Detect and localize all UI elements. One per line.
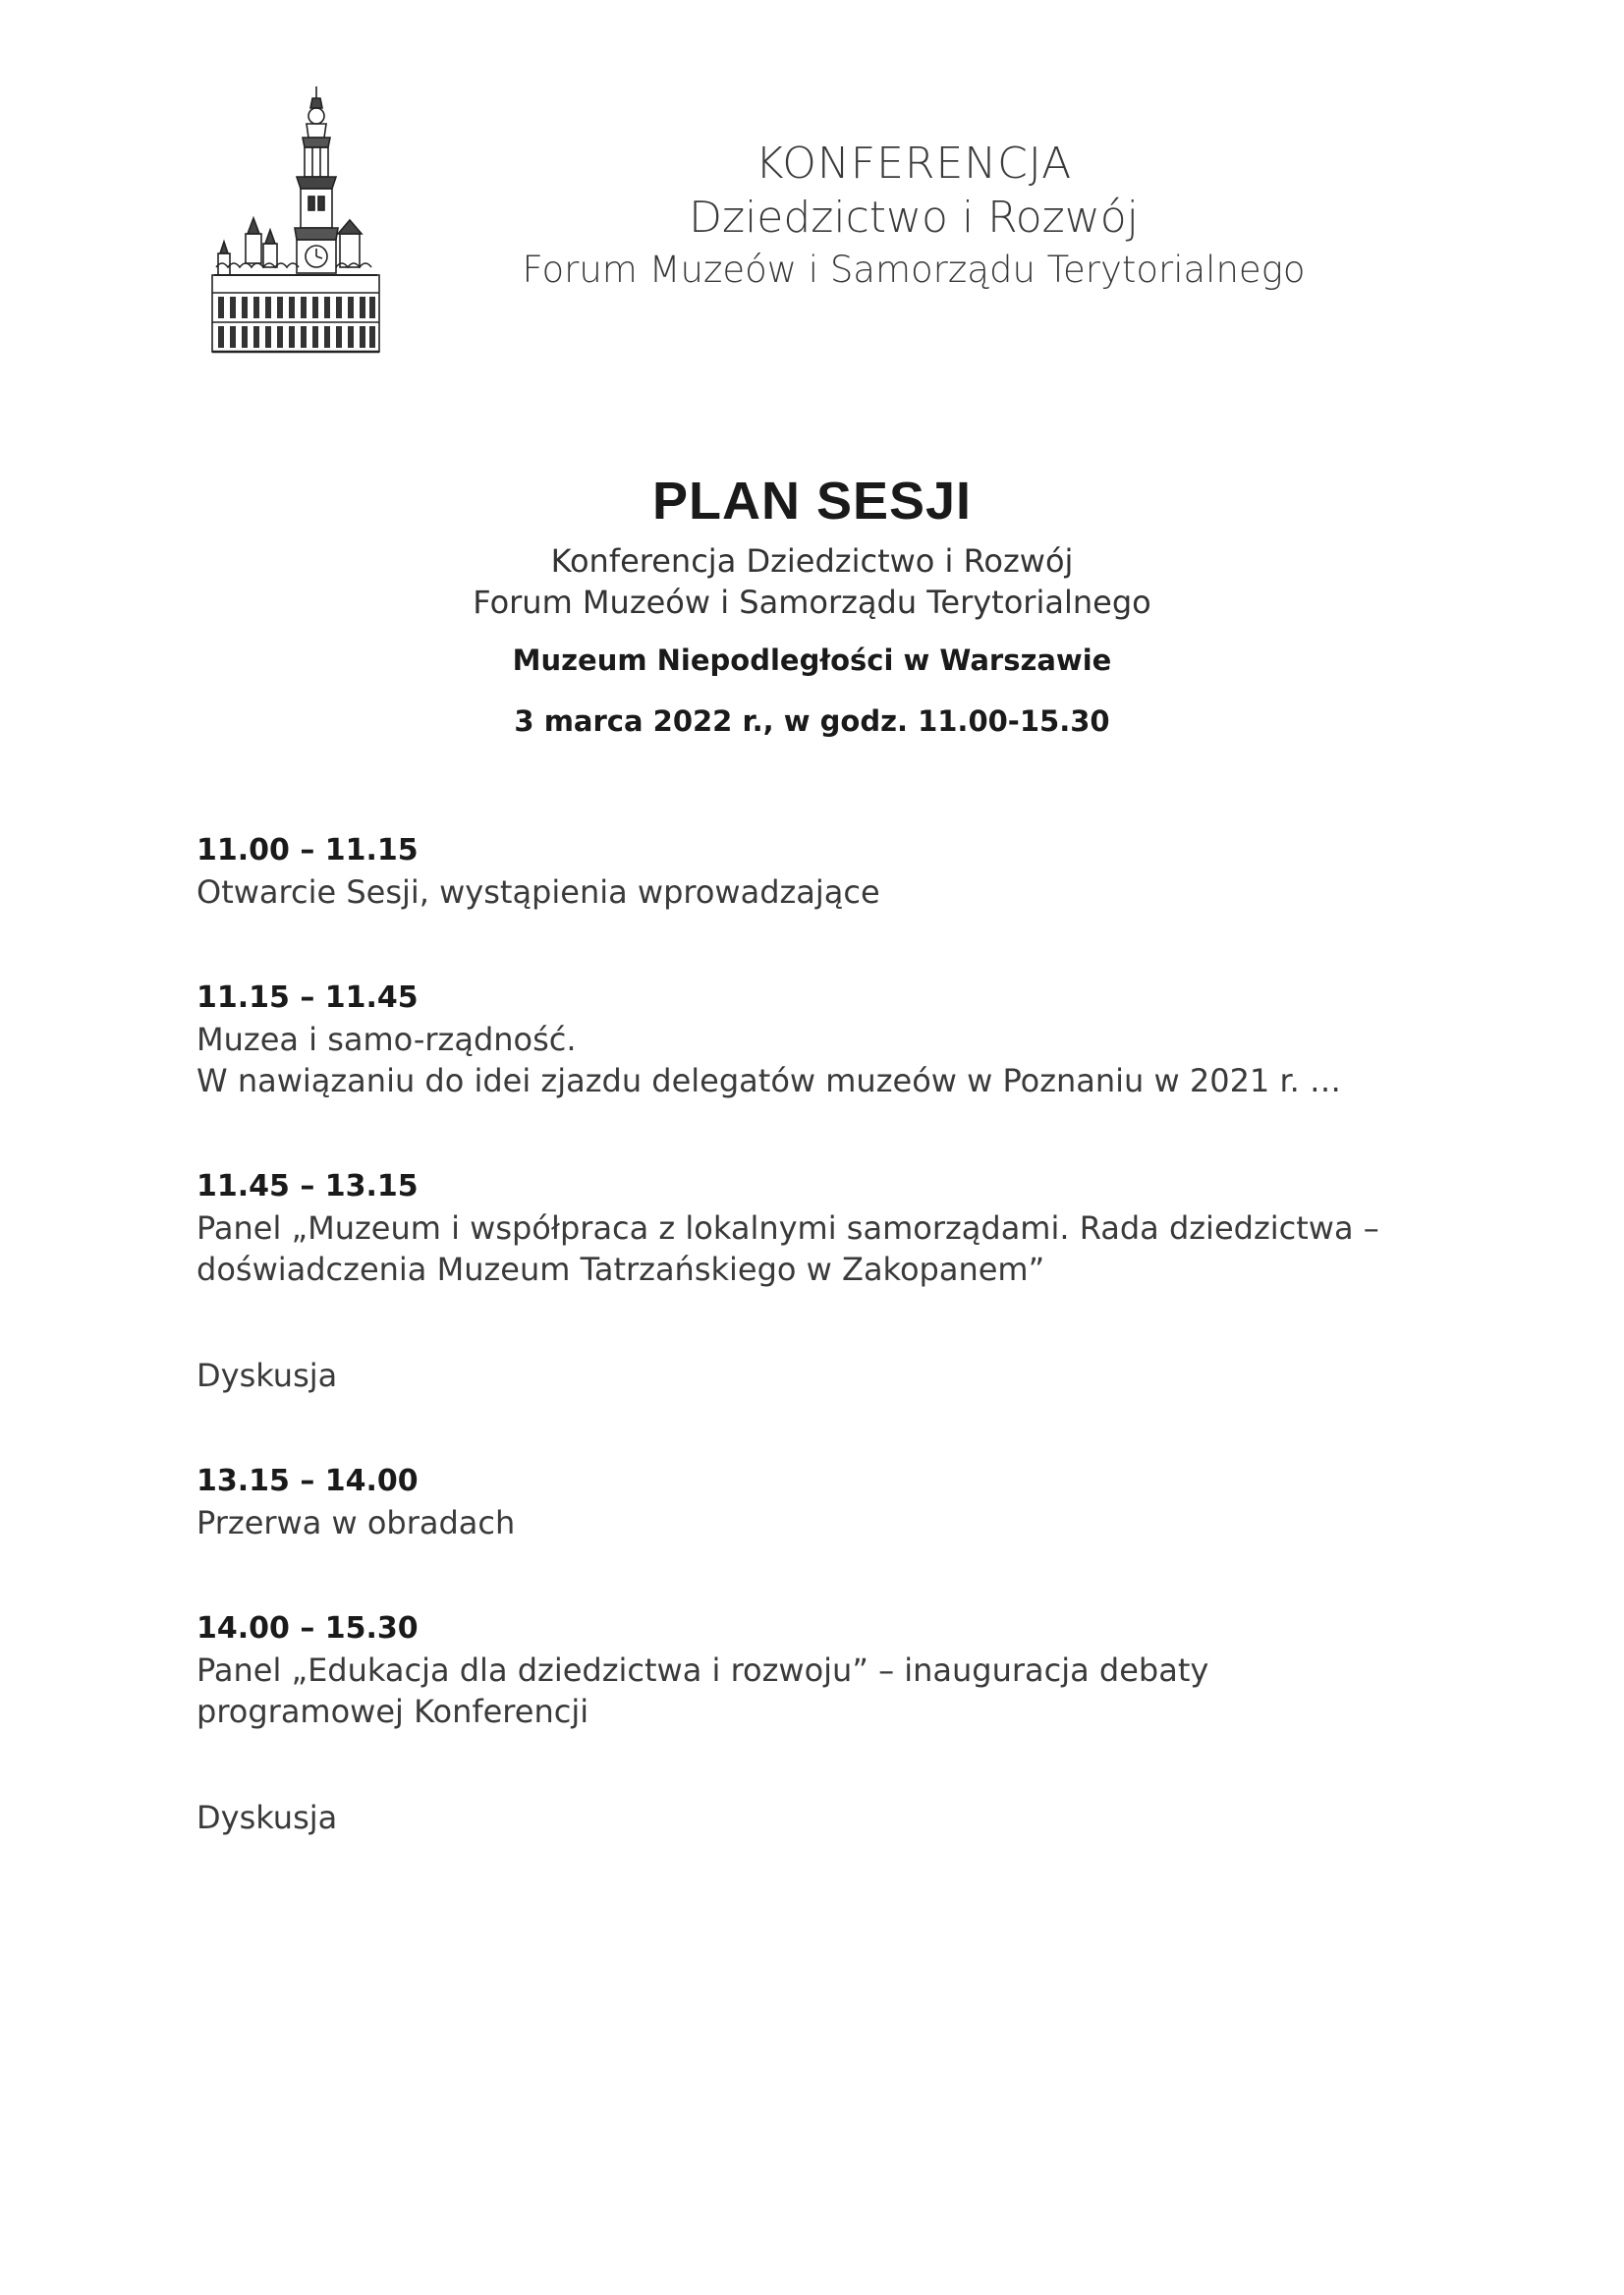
agenda-discussion: Dyskusja xyxy=(196,1799,338,1836)
agenda-description: Przerwa w obradach xyxy=(196,1504,516,1541)
agenda-time: 13.15 – 14.00 xyxy=(196,1464,419,1498)
agenda-description: Panel „Muzeum i współpraca z lokalnymi samorządami. Rada dziedzictwa – xyxy=(196,1209,1379,1247)
agenda-item xyxy=(196,830,1464,913)
agenda-description: Muzea i samo-rządność. xyxy=(196,1021,577,1058)
plan-subtitle-conference: Konferencja Dziedzictwo i Rozwój xyxy=(550,542,1074,580)
header-line-forum: Forum Muzeów i Samorządu Terytorialnego xyxy=(522,249,1306,291)
town-hall-tower-icon xyxy=(208,86,383,354)
session-plan-heading xyxy=(0,462,1624,741)
agenda-discussion: Dyskusja xyxy=(196,1357,338,1394)
agenda-description: Otwarcie Sesji, wystąpienia wprowadzające xyxy=(196,873,880,911)
plan-date: 3 marca 2022 r., w godz. 11.00-15.30 xyxy=(514,704,1110,738)
conference-header xyxy=(422,138,1405,295)
agenda-description: Panel „Edukacja dla dziedzictwa i rozwoju” – inauguracja debaty xyxy=(196,1651,1209,1689)
plan-subtitle-forum: Forum Muzeów i Samorządu Terytorialnego xyxy=(473,584,1151,621)
agenda-item xyxy=(196,1608,1464,1732)
agenda-time: 14.00 – 15.30 xyxy=(196,1611,419,1646)
agenda-item xyxy=(196,1166,1464,1290)
agenda-description: doświadczenia Muzeum Tatrzańskiego w Zakopanem” xyxy=(196,1251,1045,1288)
agenda-description: W nawiązaniu do idei zjazdu delegatów muzeów w Poznaniu w 2021 r. … xyxy=(196,1062,1342,1099)
agenda-item xyxy=(196,978,1464,1101)
header-line-title: Dziedzictwo i Rozwój xyxy=(689,193,1139,243)
agenda-time: 11.15 – 11.45 xyxy=(196,980,419,1015)
agenda-time: 11.00 – 11.15 xyxy=(196,833,419,868)
plan-venue: Muzeum Niepodległości w Warszawie xyxy=(512,644,1112,677)
header-line-konferencja: KONFERENCJA xyxy=(755,139,1073,189)
agenda-time: 11.45 – 13.15 xyxy=(196,1169,419,1203)
agenda-description: programowej Konferencji xyxy=(196,1693,589,1730)
agenda-item xyxy=(196,1461,1464,1543)
page-title: PLAN SESJI xyxy=(651,472,973,531)
agenda-list xyxy=(196,830,1464,1903)
